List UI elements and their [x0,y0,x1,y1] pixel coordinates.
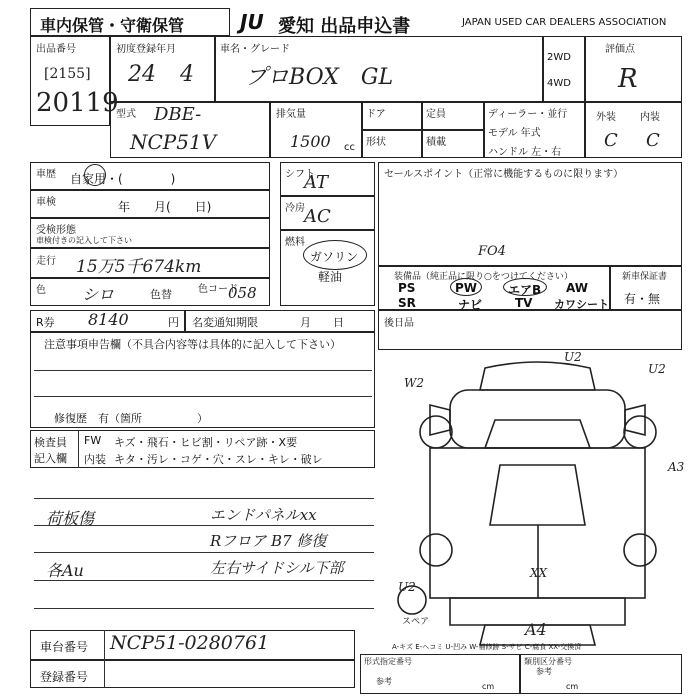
warranty-value: 有・無 [624,292,661,306]
model-year-label: モデル 年式 [488,128,541,139]
inspector-divider [78,430,79,468]
repair-history: 修復歴 有（箇所 ） [54,412,208,425]
fuel-label: 燃料 [285,237,305,248]
model-label: 車名・グレード [220,44,290,55]
chassis-value: NCP51-0280761 [110,632,270,654]
airbag-circle [503,278,547,296]
entry-label: 記入欄 [34,452,67,465]
notes-line [34,370,372,371]
note1-detail: エンドパネルxx [210,506,317,524]
recycle-unit: 円 [168,316,179,329]
shape-cm-label: cm [482,682,495,691]
recycle-label: R券 [36,316,55,329]
reg-number-label: 登録番号 [40,670,89,684]
shift-label: シフト [285,169,315,180]
eq-aw: AW [566,281,588,295]
name-change-label: 名変通知期限 [192,316,258,329]
eq-navi: ナビ [458,298,483,312]
inspection-label: 車検 [36,197,56,208]
eq-pw: PW [455,281,478,295]
repair-form-label: 受検形態 [36,225,76,236]
spare-label: スペア [402,617,430,627]
fo4-note: FO4 [478,244,506,259]
history-value: 自家用・( ) [70,172,176,186]
a3-right: A3 [668,460,685,474]
model-value: プロBOX GL [245,65,394,90]
form-title: 愛知 出品申込書 [278,16,411,37]
warranty-label: 新車保証書 [622,272,668,282]
exterior-value: C [604,130,618,151]
type-code: NCP51V [130,130,217,154]
note2: 各Au [46,561,84,580]
class-cm-label: cm [566,682,579,691]
notes-line [34,552,374,553]
ju-logo: JU [240,10,264,34]
load-label: 積載 [426,137,446,148]
class-ref-label: 参考 [536,667,552,676]
eq-airbag: エアB [508,283,542,297]
class-sign-label: 類別区分番号 [524,657,572,666]
lot-number: 20119 [36,88,119,118]
history-label: 車歴 [36,169,56,180]
fw-label: FW [84,434,102,447]
wd2-label: 2WD [547,52,571,63]
notes-line [34,580,374,581]
shift-value: AT [304,172,329,193]
damage-legend: A-キズ E-ヘコミ U-凹み W-補修跡 S-サビ C-腐食 XX-交換済 [392,643,582,651]
interior-label: 内装 [640,112,660,123]
eq-tv: TV [515,296,533,310]
eq-sr: SR [398,296,416,310]
drive-box [543,36,585,102]
color-code-label: 色コード [198,284,238,295]
recycle-value: 8140 [88,310,129,329]
pw-circle [450,278,482,296]
chassis-label: 車台番号 [40,640,89,654]
notes-line [34,608,374,609]
wd4-label: 4WD [547,78,571,89]
fuel-gas-circle [303,240,367,270]
rear-box [378,310,682,350]
handle-label: ハンドル 左・右 [488,147,562,158]
shape-label: 形状 [366,137,386,148]
interior-value: C [646,130,660,151]
sales-point-label: セールスポイント（正常に機能するものに限ります） [384,169,624,180]
disp-value: 1500 [290,132,331,151]
first-reg-label: 初度登録年月 [116,44,176,55]
notes-line [34,498,374,499]
association-name: JAPAN USED CAR DEALERS ASSOCIATION [462,17,667,28]
notes-line [34,396,372,397]
name-change-date: 月 日 [300,316,344,329]
fuel-gas: ガソリン [310,250,359,264]
fw-items: キズ・飛石・ヒビ割・リペア跡・X要 [114,436,298,449]
dealer-label: ディーラー・並行 [488,109,568,120]
reg-month: 4 [180,62,194,87]
lot-bracket: [2155] [44,66,91,82]
color-change-label: 色替 [150,288,172,301]
eq-ps: PS [398,281,416,295]
u2-right: U2 [648,362,666,376]
lot-label: 出品番号 [36,44,76,55]
reg-year: 24 [128,62,156,87]
int-label: 内装 [84,453,106,466]
ac-label: 冷房 [285,203,305,214]
w2-left: W2 [404,376,424,390]
capacity-label: 定員 [426,109,446,120]
cc-label: cc [344,142,355,153]
rear-label: 後日品 [384,318,414,329]
xx-mark: XX [530,566,548,580]
type-label: 型式 [116,109,136,120]
u2-top: U2 [564,350,582,364]
shape-ref-label: 参考 [376,677,392,686]
exterior-label: 外装 [596,112,616,123]
int-items: キタ・汚レ・コゲ・穴・スレ・キレ・破レ [114,453,323,466]
inspection-value: 年 月( 日) [118,200,212,214]
u2-spare: U2 [398,580,416,594]
rating-value: R [618,64,638,94]
a4-mark: A4 [525,620,547,639]
color-value: シロ [82,285,115,304]
ac-value: AC [304,206,331,227]
history-circle [84,164,106,186]
color-label: 色 [36,285,46,296]
note2-detail: 左右サイドシル下部 [210,559,344,577]
inspector-label: 検査員 [34,436,67,449]
chassis-divider [104,630,105,660]
reg-divider [104,660,105,688]
equipment-label: 装備品（純正品に限り○をつけてください） [394,272,573,282]
shape-sign-label: 形式指定番号 [364,657,412,666]
type-prefix: DBE- [154,104,202,125]
repair-form-note: 車検付きの記入して下さい [36,236,132,245]
fuel-diesel: 軽油 [318,270,343,284]
car-diagram [390,350,685,655]
note1-detail2: Rフロア B7 修復 [210,532,327,550]
note1: 荷板傷 [46,509,95,528]
notes-label: 注意事項申告欄（不具合内容等は具体的に記入して下さい） [44,338,341,351]
doors-label: ドア [366,109,386,120]
title-left: 車内保管・守衛保管 [40,16,185,35]
disp-label: 排気量 [276,109,306,120]
rating-label: 評価点 [605,44,635,55]
mileage-label: 走行 [36,256,56,267]
eq-leather: カワシート [554,298,609,311]
color-code-value: 058 [228,284,257,302]
mileage-value: 15万5千674km [76,257,202,277]
